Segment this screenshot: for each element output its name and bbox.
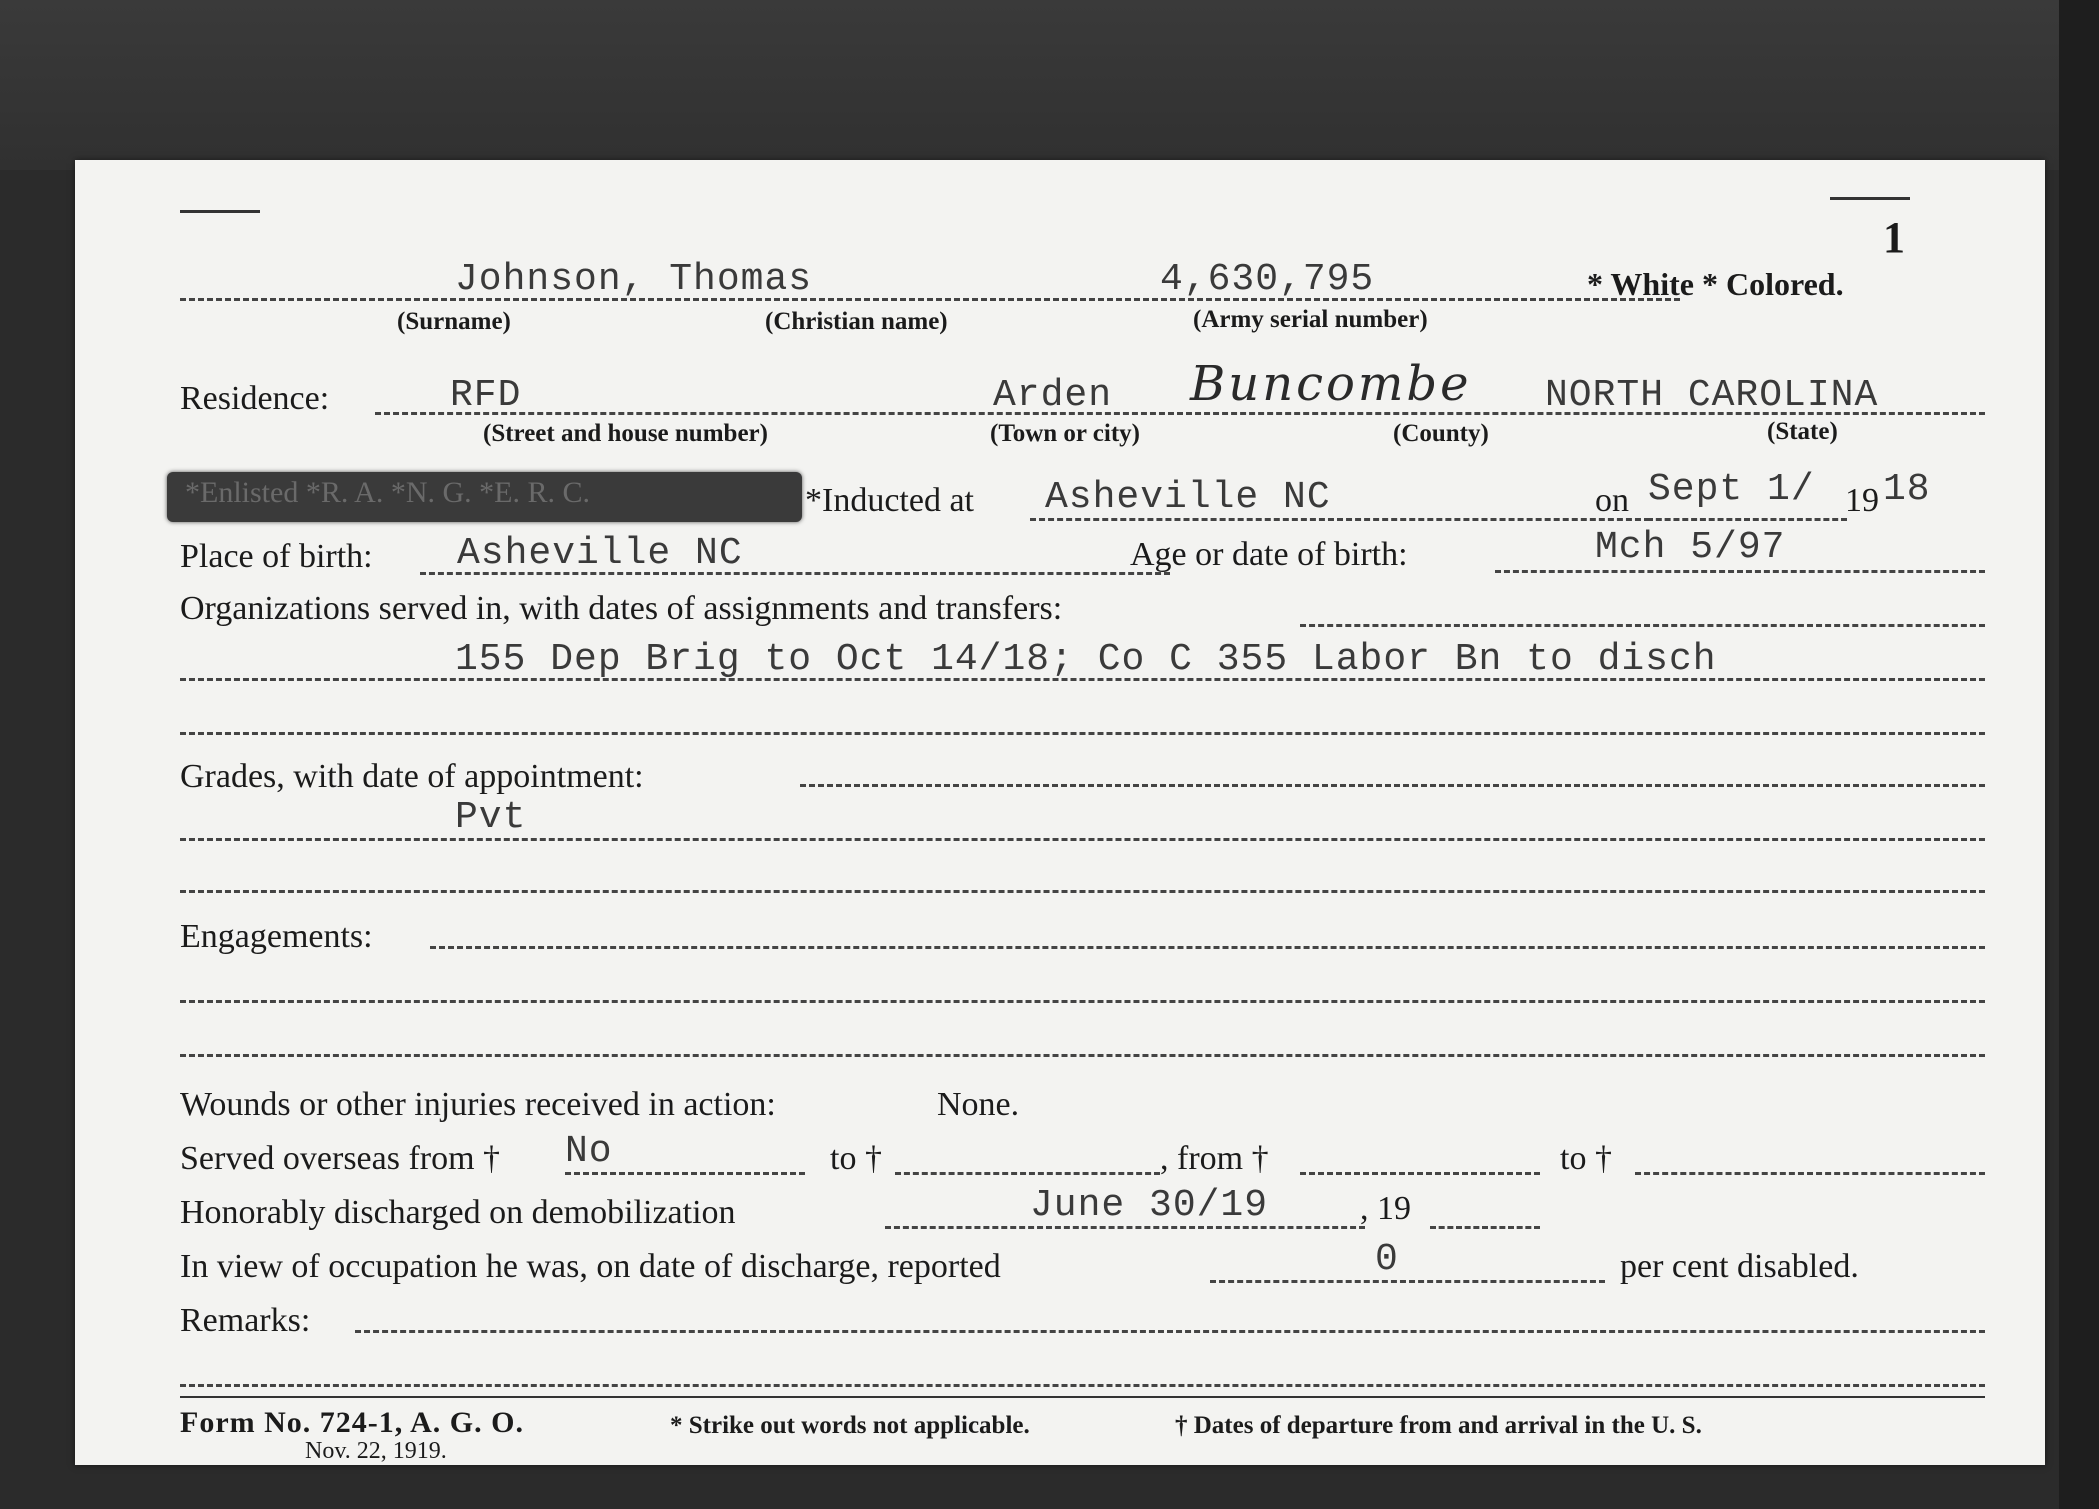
service-record-card (75, 160, 2045, 1465)
disability-suffix: per cent disabled. (1620, 1248, 1859, 1285)
age-line (1495, 570, 1985, 573)
discharge-year-line (1430, 1226, 1540, 1229)
remarks-line-2 (180, 1384, 1985, 1387)
disability-line (1210, 1280, 1605, 1283)
surname-caption: (Surname) (397, 308, 511, 335)
engagements-line-1 (430, 946, 1985, 949)
age-label: Age or date of birth: (1130, 536, 1408, 573)
overseas-from2-label: , from † (1160, 1140, 1269, 1177)
name-value: Johnson, Thomas (455, 258, 813, 301)
overseas-to2-line (1635, 1172, 1985, 1175)
overseas-from2-line (1300, 1172, 1540, 1175)
residence-state: NORTH CAROLINA (1545, 374, 1879, 417)
inducted-place: Asheville NC (1045, 476, 1331, 519)
dark-background-edge (2059, 0, 2099, 1509)
inducted-date-line (1647, 518, 1847, 521)
overseas-to2-label: to † (1560, 1140, 1612, 1177)
overseas-to-label: to † (830, 1140, 882, 1177)
town-caption: (Town or city) (990, 420, 1140, 447)
county-caption: (County) (1393, 420, 1489, 447)
engagements-line-3 (180, 1054, 1985, 1057)
discharge-label: Honorably discharged on demobilization (180, 1194, 736, 1231)
discharge-year-label: , 19 (1360, 1190, 1411, 1227)
disability-value: 0 (1375, 1238, 1399, 1281)
organizations-line-3 (180, 732, 1985, 735)
grades-value: Pvt (455, 796, 527, 839)
grades-label: Grades, with date of appointment: (180, 758, 644, 795)
remarks-line-1 (355, 1330, 1985, 1333)
organizations-value: 155 Dep Brig to Oct 14/18; Co C 355 Labor Bn to disch (455, 638, 1717, 681)
footer-rule (180, 1396, 1985, 1398)
overseas-from-value: No (565, 1130, 613, 1173)
age-value: Mch 5/97 (1595, 526, 1786, 569)
wounds-label: Wounds or other injuries received in action: (180, 1086, 776, 1123)
serial-value: 4,630,795 (1160, 258, 1375, 301)
form-number: Form No. 724-1, A. G. O. (180, 1406, 524, 1439)
engagements-label: Engagements: (180, 918, 373, 955)
state-caption: (State) (1767, 418, 1838, 445)
place-of-birth-label: Place of birth: (180, 538, 373, 575)
inducted-year: 18 (1883, 468, 1931, 511)
inducted-year-prefix: 19 (1845, 482, 1879, 519)
organizations-label: Organizations served in, with dates of assignments and transfers: (180, 590, 1063, 627)
card-number: 1 (1883, 213, 1905, 262)
overseas-label: Served overseas from † (180, 1140, 501, 1177)
christian-name-caption: (Christian name) (765, 308, 948, 335)
grades-line-1 (800, 784, 1985, 787)
remarks-label: Remarks: (180, 1302, 311, 1339)
top-left-rule (180, 210, 260, 213)
place-of-birth-value: Asheville NC (457, 532, 743, 575)
residence-street: RFD (450, 374, 522, 417)
engagements-line-2 (180, 1000, 1985, 1003)
residence-label: Residence: (180, 380, 330, 417)
residence-town: Arden (993, 374, 1113, 417)
name-line (180, 298, 1680, 301)
street-caption: (Street and house number) (483, 420, 768, 447)
residence-county: Buncombe (1190, 356, 1472, 412)
grades-line-2 (180, 838, 1985, 841)
disability-label: In view of occupation he was, on date of discharge, reported (180, 1248, 1001, 1285)
dates-note: † Dates of departure from and arrival in the U. S. (1175, 1412, 1702, 1439)
top-right-rule (1830, 197, 1910, 200)
dark-background-top (0, 0, 2099, 170)
form-date: Nov. 22, 1919. (305, 1438, 447, 1464)
inducted-label: *Inducted at (805, 482, 974, 519)
grades-line-3 (180, 890, 1985, 893)
overseas-to-line (895, 1172, 1160, 1175)
discharge-date: June 30/19 (1030, 1184, 1269, 1227)
serial-caption: (Army serial number) (1193, 306, 1428, 333)
strike-note: * Strike out words not applicable. (670, 1412, 1030, 1439)
inducted-on-label: on (1595, 482, 1629, 519)
organizations-line-1 (1300, 624, 1985, 627)
race-options: * White * Colored. (1587, 266, 1844, 302)
inducted-date: Sept 1/ (1648, 468, 1815, 511)
wounds-value: None. (937, 1086, 1020, 1123)
redacted-enlisted-text: *Enlisted *R. A. *N. G. *E. R. C. (185, 476, 591, 509)
